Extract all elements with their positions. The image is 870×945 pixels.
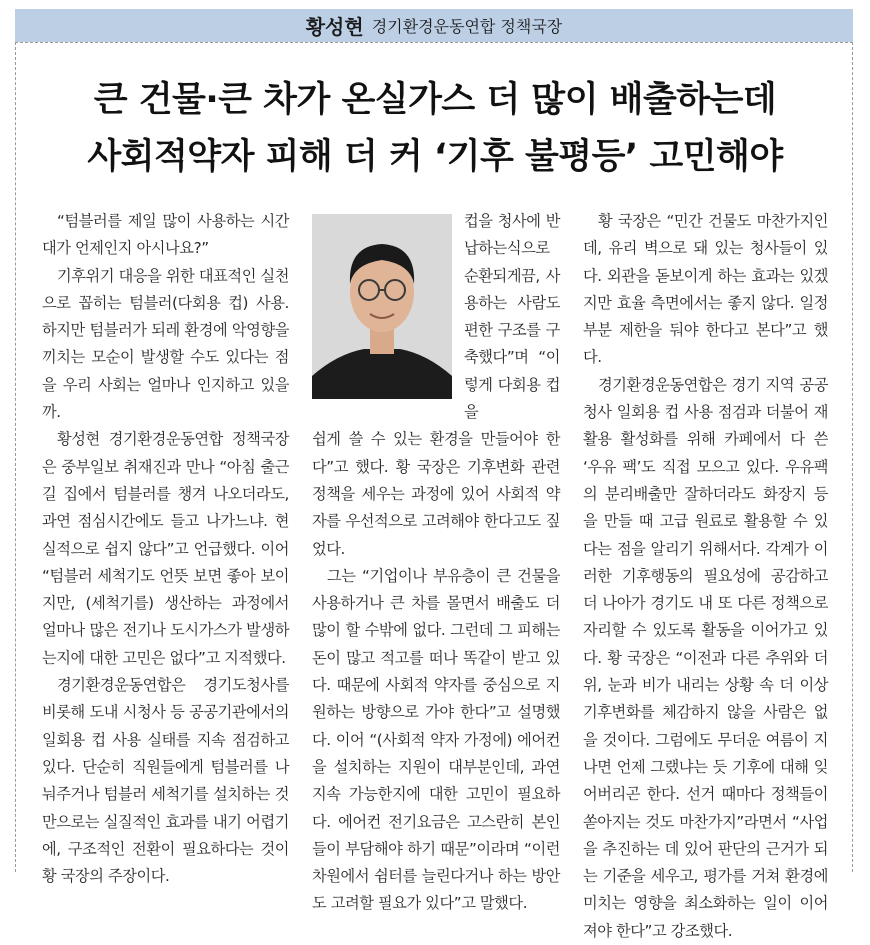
headline-line-1: 큰 건물·큰 차가 온실가스 더 많이 배출하는데 <box>93 80 777 120</box>
paragraph: 경기환경운동연합은 경기 지역 공공청사 일회용 컵 사용 점검과 더불어 재활용 활성화를 위해 카페에서 다 쓴 ‘우유 팩’도 직접 모으고 있다. 우유팩의 분리배출만 잘하더라도 화장지 등을 만들 때 고급 원료로 활용할 수 있다는 점을 알리기 위해서다. 각계가 이러한 기후행동의 필요성에 공감하고 더 나아가 경기도 내 또 다른 정책으로 자리할 수 있도록 활동을 이어가고 있다. 황 국장은 “이전과 다른 추위와 더위, 눈과 비가 내리는 상황 속 더 이상 기후변화를 체감하지 않을 사람은 없을 것이다. 그럼에도 무더운 여름이 지나면 언제 그랬냐는 듯 기후에 대해 잊어버리곤 한다. 선거 때마다 정책들이 쏟아지는 것도 마찬가지”라면서 “사업을 추진하는 데 있어 판단의 근거가 되는 기준을 세우고, 평가를 거쳐 환경에 미치는 영향을 최소화하는 일이 이어져야 한다”고 강조했다. <box>583 375 828 940</box>
byline-band <box>15 9 853 42</box>
paragraph: 기후위기 대응을 위한 대표적인 실천으로 꼽히는 텀블러(다회용 컵) 사용. 하지만 텀블러가 되레 환경에 악영향을 끼치는 모순이 발생할 수도 있다는 점을 우리 사회는 얼마나 인지하고 있을까. <box>42 266 289 422</box>
portrait-image <box>312 214 452 399</box>
paragraph: 경기환경운동연합은 경기도청사를 비롯해 도내 시청사 등 공공기관에서의 일회용 컵 사용 실태를 지속 점검하고 있다. 단순히 직원들에게 텀블러를 나눠주거나 텀블러 세척기를 설치하는 것만으로는 실질적인 효과를 내기 어렵기에, 구조적인 전환이 필요하다는 것이 황 국장의 주장이다. <box>42 676 289 886</box>
paragraph: 그는 “기업이나 부유층이 큰 건물을 사용하거나 큰 차를 몰면서 배출도 더 많이 할 수밖에 없다. 그런데 그 피해는 돈이 많고 적고를 떠나 똑같이 받고 있다. 때문에 사회적 약자를 중심으로 지원하는 방향으로 가야 한다”고 설명했다. 이어 “(사회적 약자 가정에) 에어컨을 설치하는 지원이 대부분인데, 과연 지속 가능한지에 대한 고민이 필요하다. 에어컨 전기요금은 고스란히 본인들이 부담해야 하기 때문”이라며 “이런 차원에서 쉼터를 늘린다거나 하는 방안도 고려할 필요가 있다”고 말했다. <box>312 566 560 913</box>
author-role: 경기환경운동연합 정책국장 <box>371 17 563 36</box>
paragraph-wrap: 컵을 청사에 반납하는식으로 순환되게끔, 사용하는 사람도 편한 구조를 구축했다”며 “이렇게 다회용 컵을 <box>464 212 560 422</box>
article-column-2 <box>312 208 560 918</box>
paragraph: 황 국장은 “민간 건물도 마찬가지인데, 유리 벽으로 돼 있는 청사들이 있다. 외관을 돋보이게 하는 효과는 있겠지만 효율 측면에서는 좋지 않다. 일정 부분 제한을 둬야 한다고 본다”고 했다. <box>583 212 828 367</box>
author-photo <box>312 214 452 399</box>
article-column-3 <box>583 208 828 945</box>
author-name: 황성현 <box>305 15 364 39</box>
paragraph: “텀블러를 제일 많이 사용하는 시간대가 언제인지 아시나요?” <box>42 212 289 258</box>
headline <box>40 72 830 186</box>
paragraph: 쉽게 쓸 수 있는 환경을 만들어야 한다”고 했다. 황 국장은 기후변화 관련 정책을 세우는 과정에 있어 사회적 약자를 우선적으로 고려해야 한다고도 짚었다. <box>312 430 560 558</box>
headline-line-2: 사회적약자 피해 더 커 ‘기후 불평등’ 고민해야 <box>87 137 783 177</box>
paragraph: 황성현 경기환경운동연합 정책국장은 중부일보 취재진과 만나 “아침 출근길 집에서 텀블러를 챙겨 나오더라도, 과연 점심시간에도 들고 나가느냐. 현실적으로 쉽지 않다”고 언급했다. 이어 “텀블러 세척기도 언뜻 보면 좋아 보이지만, (세척기를) 생산하는 과정에서 얼마나 많은 전기나 도시가스가 발생하는지에 대한 고민은 없다”고 지적했다. <box>42 430 289 667</box>
article-column-1 <box>42 208 289 890</box>
